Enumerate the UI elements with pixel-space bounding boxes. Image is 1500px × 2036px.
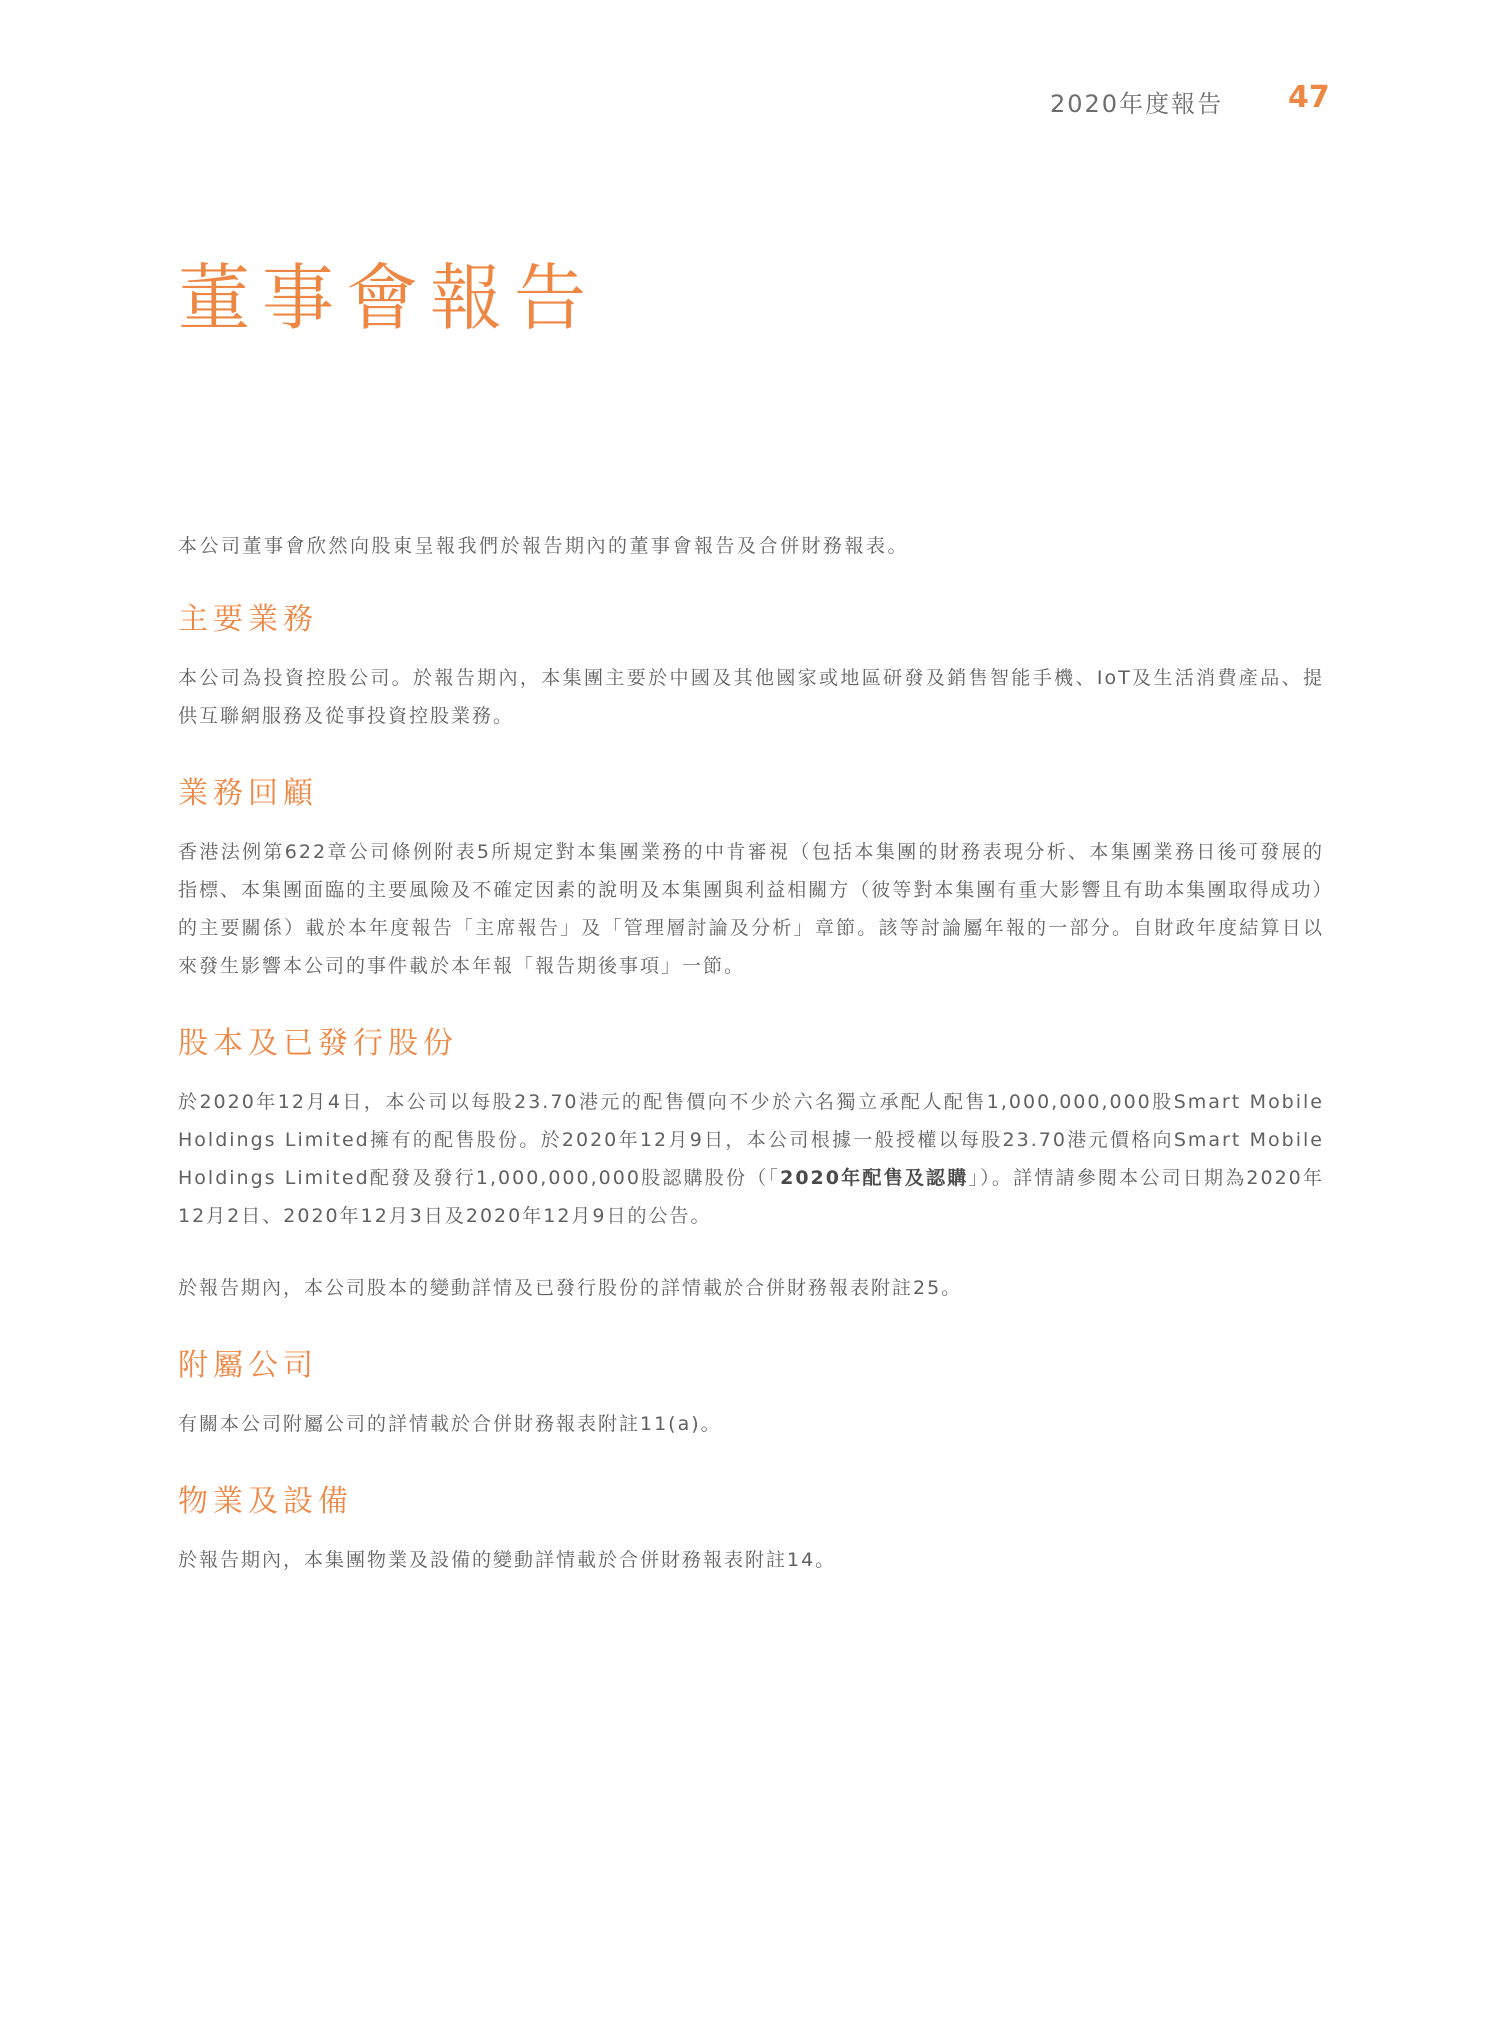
page-title: 董事會報告 bbox=[178, 256, 599, 340]
defined-term: 2020年配售及認購 bbox=[780, 1167, 969, 1189]
section-paragraph: 本公司為投資控股公司。於報告期內，本集團主要於中國及其他國家或地區研發及銷售智能手機、IoT及生活消費產品、提供互聯網服務及從事投資控股業務。 bbox=[178, 667, 1324, 727]
section-heading: 業務回顧 bbox=[178, 776, 318, 811]
report-body bbox=[178, 527, 1324, 1617]
section-paragraph bbox=[178, 1083, 1324, 1235]
section-paragraph: 有關本公司附屬公司的詳情載於合併財務報表附註11(a)。 bbox=[178, 1413, 722, 1435]
page-header bbox=[0, 80, 1500, 124]
section-heading: 股本及已發行股份 bbox=[178, 1026, 458, 1061]
intro-paragraph: 本公司董事會欣然向股東呈報我們於報告期內的董事會報告及合併財務報表。 bbox=[178, 535, 910, 557]
section-heading: 主要業務 bbox=[178, 602, 318, 637]
section-share-capital bbox=[178, 1023, 1324, 1307]
section-subsidiaries bbox=[178, 1345, 1324, 1443]
report-title: 2020年度報告 bbox=[1050, 90, 1224, 118]
paragraph-text: 於2020年12月4日，本公司以每股23.70港元的配售價向不少於六名獨立承配人配售1,000,000,000股Smart Mobile Holdings Limited擁有的配售股份。於2020年12月9日，本公司根據一般授權以每股23.70港元價格向Smart Mobile Holdings Limited配發及發行1,000,000,000股認購股份（「 bbox=[178, 1091, 1324, 1189]
section-property-equipment bbox=[178, 1481, 1324, 1579]
section-paragraph: 香港法例第622章公司條例附表5所規定對本集團業務的中肯審視（包括本集團的財務表現分析、本集團業務日後可發展的指標、本集團面臨的主要風險及不確定因素的說明及本集團與利益相關方（彼等對本集團有重大影響且有助本集團取得成功）的主要關係）載於本年度報告「主席報告」及「管理層討論及分析」章節。該等討論屬年報的一部分。自財政年度結算日以來發生影響本公司的事件載於本年報「報告期後事項」一節。 bbox=[178, 841, 1324, 977]
paragraph-text: 」）。詳情請參閱本公司日期為2020年12月2日、2020年12月3日及2020年12月9日的公告。 bbox=[178, 1167, 1324, 1227]
section-heading: 附屬公司 bbox=[178, 1348, 318, 1383]
section-heading: 物業及設備 bbox=[178, 1484, 353, 1519]
section-paragraph: 於報告期內，本集團物業及設備的變動詳情載於合併財務報表附註14。 bbox=[178, 1549, 837, 1571]
page-number: 47 bbox=[1288, 80, 1330, 115]
section-principal-activities bbox=[178, 599, 1324, 735]
section-paragraph: 於報告期內，本公司股本的變動詳情及已發行股份的詳情載於合併財務報表附註25。 bbox=[178, 1277, 963, 1299]
section-business-review bbox=[178, 773, 1324, 985]
